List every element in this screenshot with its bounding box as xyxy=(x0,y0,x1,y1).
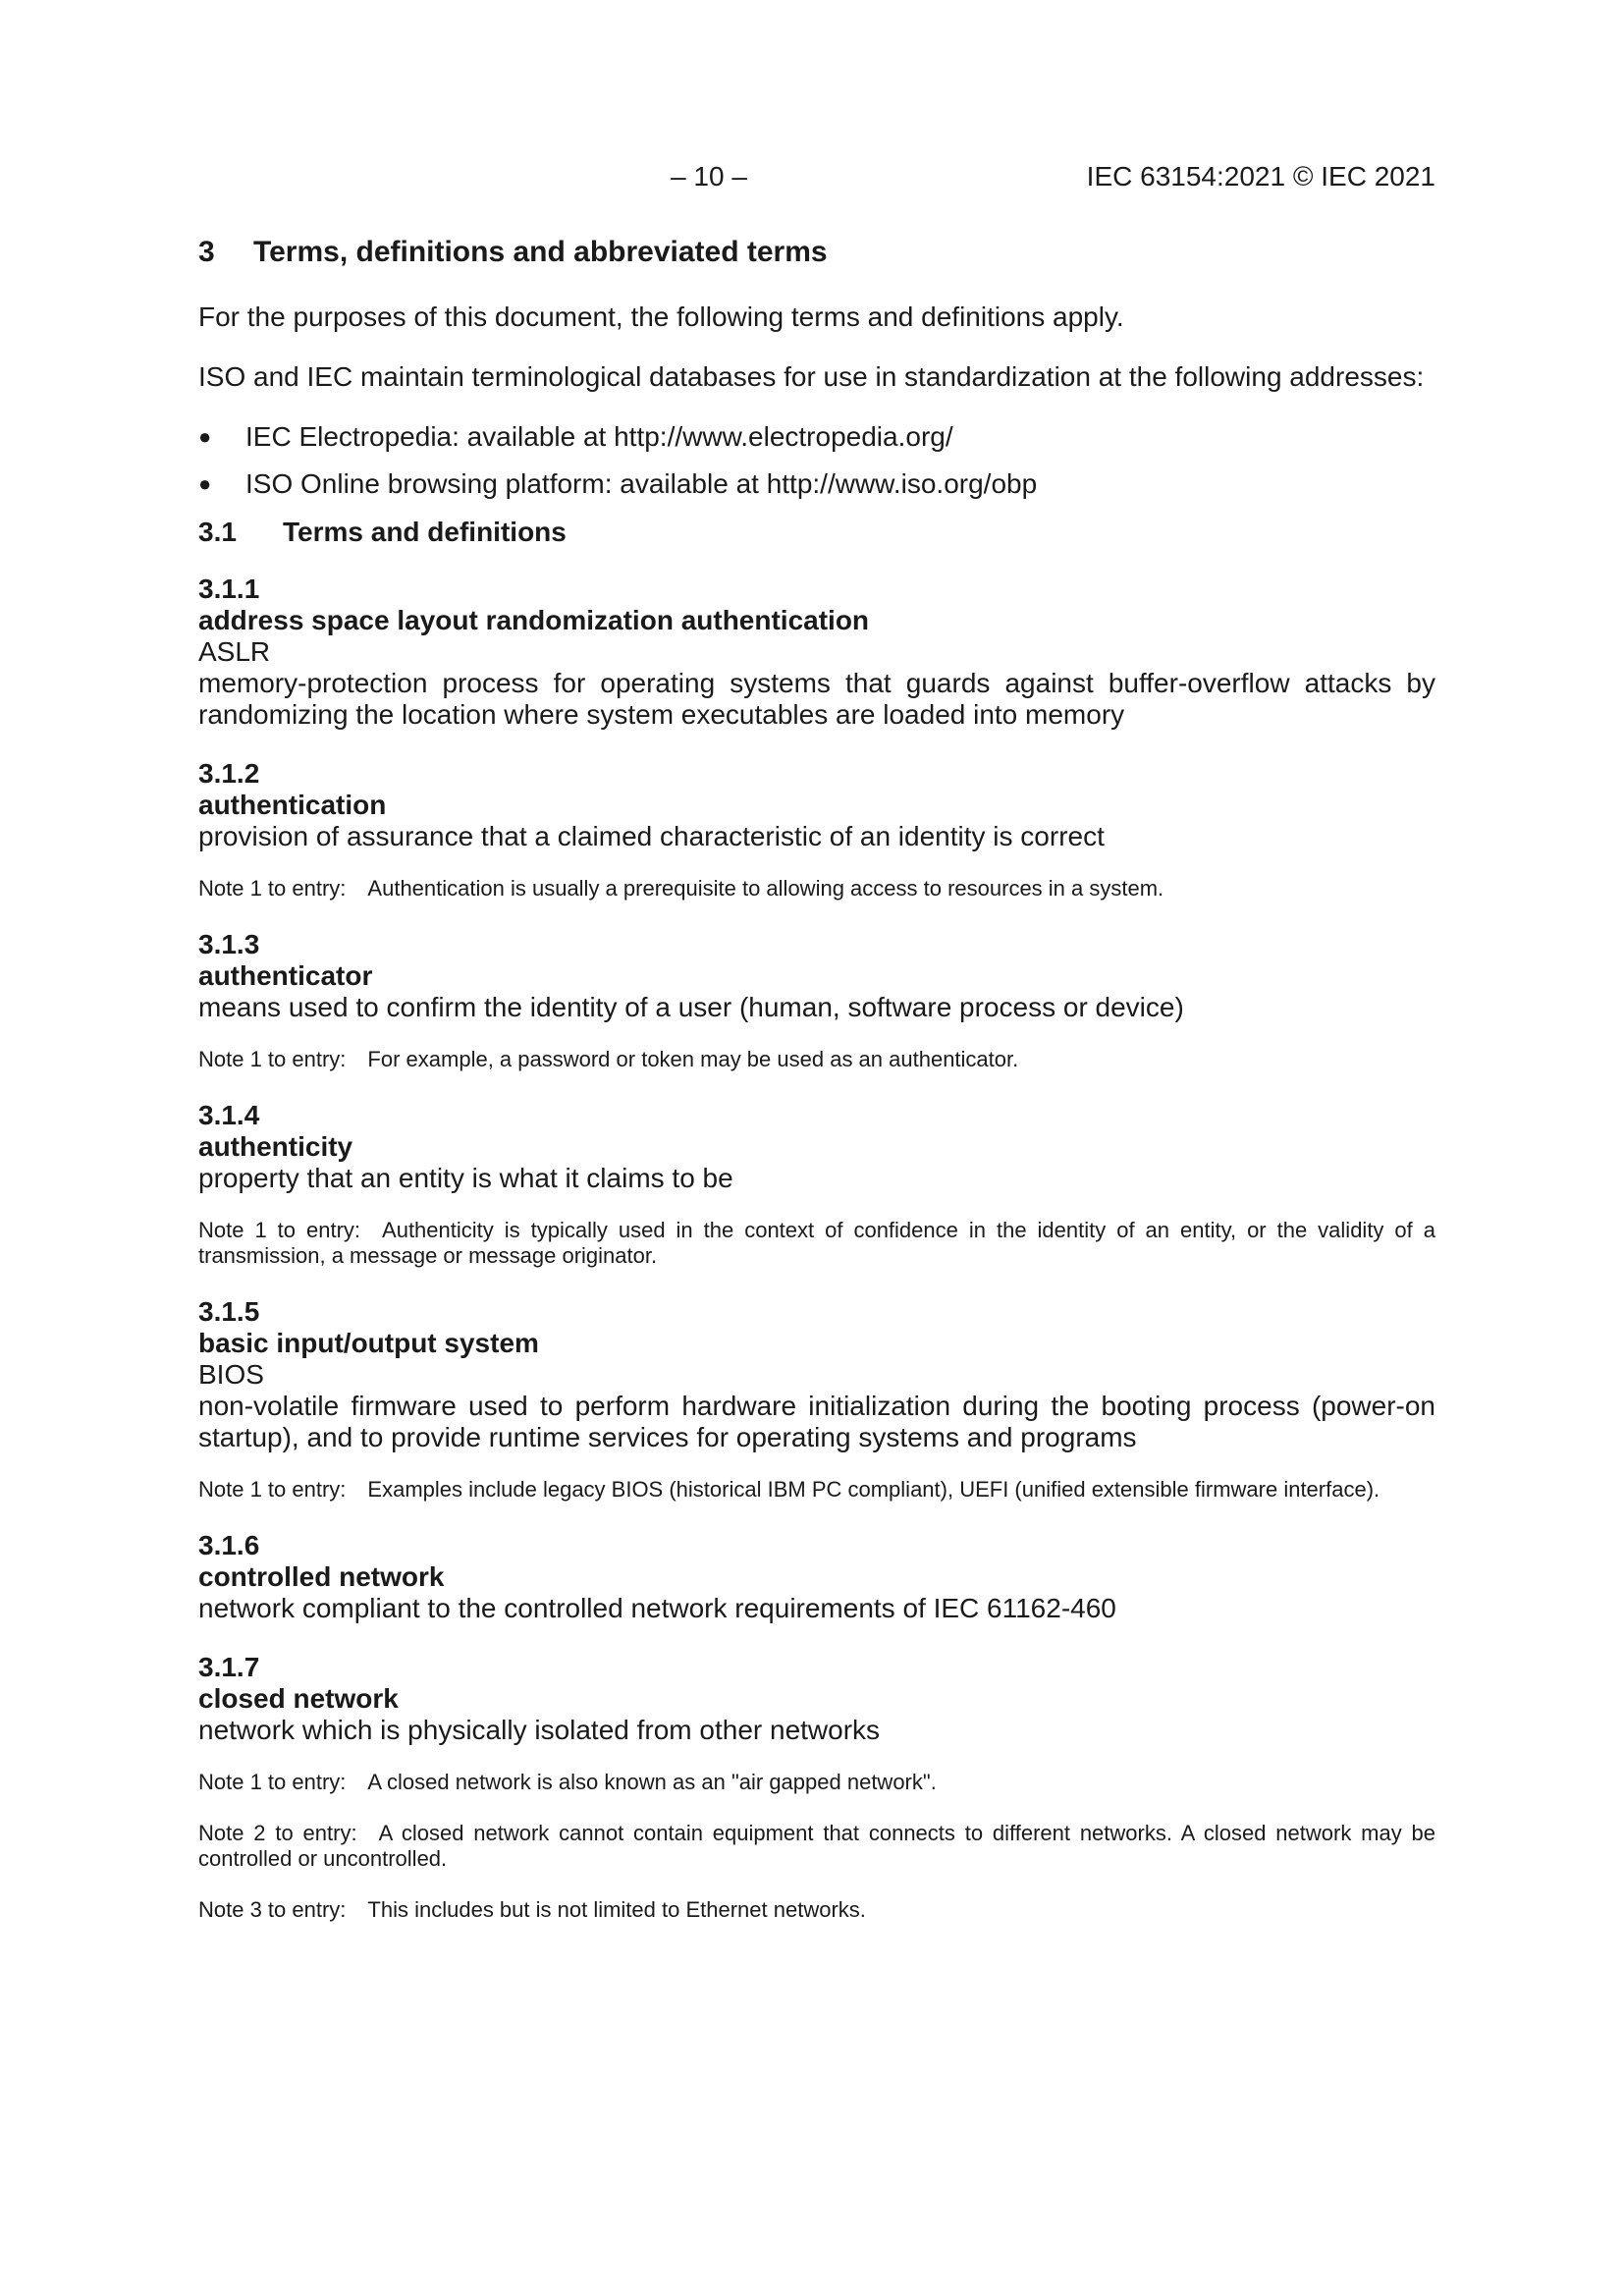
term-name: address space layout randomization authentication xyxy=(198,605,870,635)
note-to-entry xyxy=(198,1218,1435,1269)
running-header xyxy=(198,157,1435,196)
subclause-title: Terms and definitions xyxy=(283,517,567,547)
note-text: Authentication is usually a prerequisite to allowing access to resources in a system. xyxy=(367,876,1164,901)
term-number: 3.1.1 xyxy=(198,574,260,604)
bullet-icon: ● xyxy=(198,471,212,496)
term-definition: means used to confirm the identity of a user (human, software process or device) xyxy=(198,992,1184,1022)
term-name: basic input/output system xyxy=(198,1328,539,1358)
term-abbreviation: BIOS xyxy=(198,1359,264,1390)
note-label: Note 1 to entry: xyxy=(198,1770,347,1794)
term-name: authenticity xyxy=(198,1131,353,1162)
term-entry xyxy=(198,574,1435,731)
note-text: For example, a password or token may be used as an authenticator. xyxy=(367,1047,1019,1071)
database-list xyxy=(198,420,1435,500)
subclause-number: 3.1 xyxy=(198,517,237,547)
note-to-entry xyxy=(198,1897,1435,1923)
note-text: A closed network cannot contain equipment that connects to different networks. A closed network may be controlled or uncontrolled. xyxy=(198,1821,1435,1871)
clause-number: 3 xyxy=(198,236,215,268)
list-item-text: IEC Electropedia: available at http://www.electropedia.org/ xyxy=(245,421,953,452)
term-definition: memory-protection process for operating systems that guards against buffer-overflow attacks by randomizing the location where system executables are loaded into memory xyxy=(198,668,1435,730)
note-text: A closed network is also known as an "air gapped network". xyxy=(367,1770,937,1794)
note-label: Note 2 to entry: xyxy=(198,1821,357,1845)
note-text: Authenticity is typically used in the context of confidence in the identity of an entity, or the validity of a transmission, a message or message originator. xyxy=(198,1218,1435,1268)
term-name: closed network xyxy=(198,1683,399,1714)
clause-title: Terms, definitions and abbreviated terms xyxy=(253,236,828,268)
term-entry xyxy=(198,1100,1435,1269)
term-number: 3.1.3 xyxy=(198,929,260,959)
term-entry xyxy=(198,929,1435,1072)
note-label: Note 3 to entry: xyxy=(198,1897,347,1922)
list-item xyxy=(198,420,1435,453)
term-name: authenticator xyxy=(198,960,373,991)
term-definition: provision of assurance that a claimed characteristic of an identity is correct xyxy=(198,821,1105,851)
term-definition: non-volatile firmware used to perform hardware initialization during the booting process (power-on startup), and to provide runtime services for operating systems and programs xyxy=(198,1391,1435,1452)
page-content xyxy=(198,232,1435,1950)
term-name: authentication xyxy=(198,790,387,820)
term-entry xyxy=(198,758,1435,902)
term-number: 3.1.5 xyxy=(198,1296,260,1327)
intro-paragraph: For the purposes of this document, the following terms and definitions apply. xyxy=(198,301,1124,332)
databases-paragraph: ISO and IEC maintain terminological databases for use in standardization at the following addresses: xyxy=(198,361,1425,392)
document-id: IEC 63154:2021 © IEC 2021 xyxy=(1086,161,1435,191)
term-number: 3.1.7 xyxy=(198,1652,260,1682)
note-label: Note 1 to entry: xyxy=(198,876,347,901)
term-number: 3.1.6 xyxy=(198,1530,260,1560)
note-text: This includes but is not limited to Ethernet networks. xyxy=(367,1897,866,1922)
note-to-entry xyxy=(198,1477,1435,1503)
term-entry xyxy=(198,1652,1435,1923)
term-abbreviation: ASLR xyxy=(198,636,271,667)
term-number: 3.1.2 xyxy=(198,758,260,789)
term-entry xyxy=(198,1296,1435,1503)
subclause-heading xyxy=(198,515,1435,550)
note-to-entry xyxy=(198,1821,1435,1872)
bullet-icon: ● xyxy=(198,424,212,449)
term-definition: property that an entity is what it claims to be xyxy=(198,1163,733,1193)
note-text: Examples include legacy BIOS (historical IBM PC compliant), UEFI (unified extensible firmware interface). xyxy=(367,1477,1380,1502)
term-definition: network which is physically isolated from other networks xyxy=(198,1715,881,1745)
term-name: controlled network xyxy=(198,1561,445,1592)
note-to-entry xyxy=(198,876,1435,902)
page-number: – 10 – xyxy=(671,161,747,191)
note-to-entry xyxy=(198,1047,1435,1072)
note-label: Note 1 to entry: xyxy=(198,1477,347,1502)
term-number: 3.1.4 xyxy=(198,1100,260,1130)
list-item xyxy=(198,467,1435,500)
note-to-entry xyxy=(198,1770,1435,1795)
note-label: Note 1 to entry: xyxy=(198,1218,361,1242)
clause-heading xyxy=(198,232,1435,273)
term-definition: network compliant to the controlled network requirements of IEC 61162-460 xyxy=(198,1593,1116,1623)
note-label: Note 1 to entry: xyxy=(198,1047,347,1071)
term-entry xyxy=(198,1530,1435,1624)
list-item-text: ISO Online browsing platform: available at http://www.iso.org/obp xyxy=(245,468,1038,499)
terms-list xyxy=(198,574,1435,1923)
